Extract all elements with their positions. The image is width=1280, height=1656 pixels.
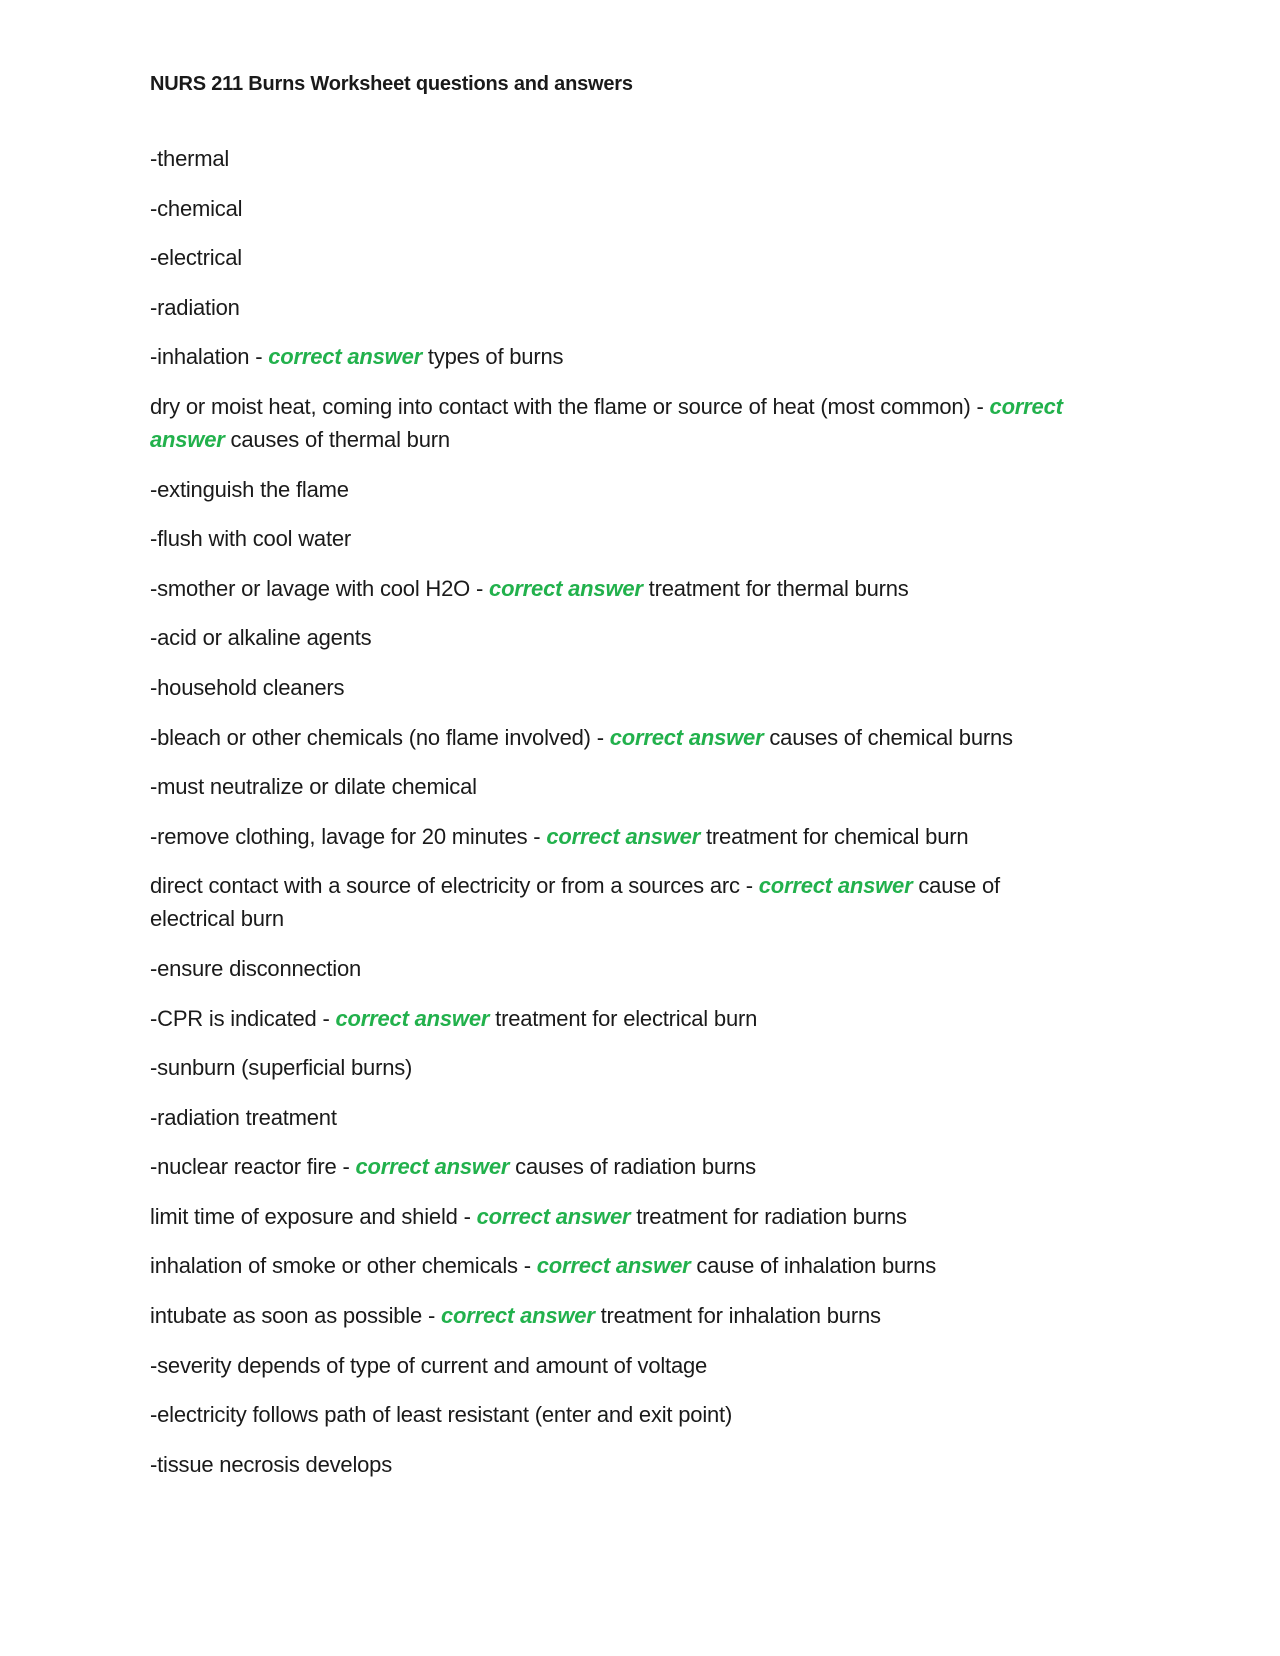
line-text: -must neutralize or dilate chemical [150, 774, 477, 800]
document-line [150, 1349, 1080, 1382]
line-text: inhalation of smoke or other chemicals - [150, 1253, 537, 1279]
document-line [150, 869, 1080, 935]
line-text: -chemical [150, 195, 243, 221]
document-body [150, 142, 1080, 1481]
line-text: -radiation treatment [150, 1104, 337, 1130]
document-line [150, 671, 1080, 704]
line-text: intubate as soon as possible - [150, 1303, 441, 1329]
document-line [150, 1448, 1080, 1481]
line-text: -thermal [150, 146, 230, 171]
line-text: -tissue necrosis develops [150, 1451, 393, 1477]
document-line [150, 1200, 1080, 1233]
document-line [150, 1051, 1080, 1084]
line-answer-text: treatment for thermal burns [642, 575, 909, 601]
correct-answer-label: correct answer [546, 823, 701, 849]
document-line [150, 1150, 1080, 1183]
line-answer-text: treatment for chemical burn [700, 823, 969, 849]
document-line [150, 142, 1080, 175]
correct-answer-label: correct answer [268, 344, 422, 370]
document-line [150, 952, 1080, 985]
line-answer-text: treatment for electrical burn [489, 1005, 758, 1031]
document-line [150, 572, 1080, 605]
document-line [150, 390, 1080, 456]
line-text: -extinguish the flame [150, 476, 349, 502]
line-text: -ensure disconnection [150, 955, 362, 981]
document-line [150, 1398, 1080, 1431]
correct-answer-label: correct answer [536, 1253, 691, 1279]
line-answer-text: causes of chemical burns [763, 724, 1013, 750]
correct-answer-label: correct answer [489, 575, 643, 601]
correct-answer-label: correct answer [335, 1005, 490, 1031]
document-line [150, 192, 1080, 225]
correct-answer-label: correct answer [440, 1303, 595, 1329]
document-line [150, 473, 1080, 506]
correct-answer-label: correct answer [355, 1154, 510, 1180]
document-line [150, 1101, 1080, 1134]
line-answer-text: cause of inhalation burns [690, 1253, 937, 1279]
document-line [150, 1249, 1080, 1282]
document-line [150, 621, 1080, 654]
line-answer-text: treatment for inhalation burns [594, 1303, 881, 1329]
correct-answer-label: correct answer [150, 393, 1063, 452]
line-text: limit time of exposure and shield - [150, 1203, 477, 1229]
line-text: -acid or alkaline agents [150, 625, 372, 651]
line-text: -household cleaners [150, 674, 345, 700]
document-line [150, 340, 1080, 373]
correct-answer-label: correct answer [476, 1203, 631, 1229]
line-text: -nuclear reactor fire - [150, 1154, 356, 1180]
correct-answer-label: correct answer [758, 873, 913, 899]
line-answer-text: treatment for radiation burns [630, 1203, 907, 1229]
line-text: dry or moist heat, coming into contact with the flame or source of heat (most common) - [150, 393, 990, 419]
line-text: -smother or lavage with cool H2O - [150, 575, 490, 601]
line-answer-text: causes of radiation burns [509, 1154, 756, 1180]
line-text: direct contact with a source of electricity or from a sources arc - [150, 873, 759, 899]
line-answer-text: causes of thermal burn [224, 426, 450, 452]
document-line [150, 1002, 1080, 1035]
line-text: -flush with cool water [150, 526, 352, 552]
document-line [150, 770, 1080, 803]
line-answer-text: types of burns [422, 344, 564, 370]
document-line [150, 241, 1080, 274]
document-title: NURS 211 Burns Worksheet questions and answers [150, 73, 633, 95]
line-answer-text: cause of electrical burn [150, 873, 1000, 932]
correct-answer-label: correct answer [609, 724, 764, 750]
line-text: -remove clothing, lavage for 20 minutes - [150, 823, 547, 849]
line-text: -CPR is indicated - [150, 1005, 336, 1031]
line-text: -electrical [150, 245, 242, 271]
document-page [150, 70, 1080, 1497]
line-text: -bleach or other chemicals (no flame involved) - [150, 724, 610, 750]
document-line [150, 291, 1080, 324]
document-line [150, 820, 1080, 853]
line-text: -inhalation - [150, 344, 269, 370]
document-line [150, 1299, 1080, 1332]
document-line [150, 522, 1080, 555]
line-text: -sunburn (superficial burns) [150, 1055, 413, 1081]
document-line [150, 721, 1080, 754]
line-text: -severity depends of type of current and amount of voltage [150, 1352, 708, 1378]
line-text: -electricity follows path of least resistant (enter and exit point) [150, 1402, 733, 1428]
line-text: -radiation [150, 294, 240, 320]
